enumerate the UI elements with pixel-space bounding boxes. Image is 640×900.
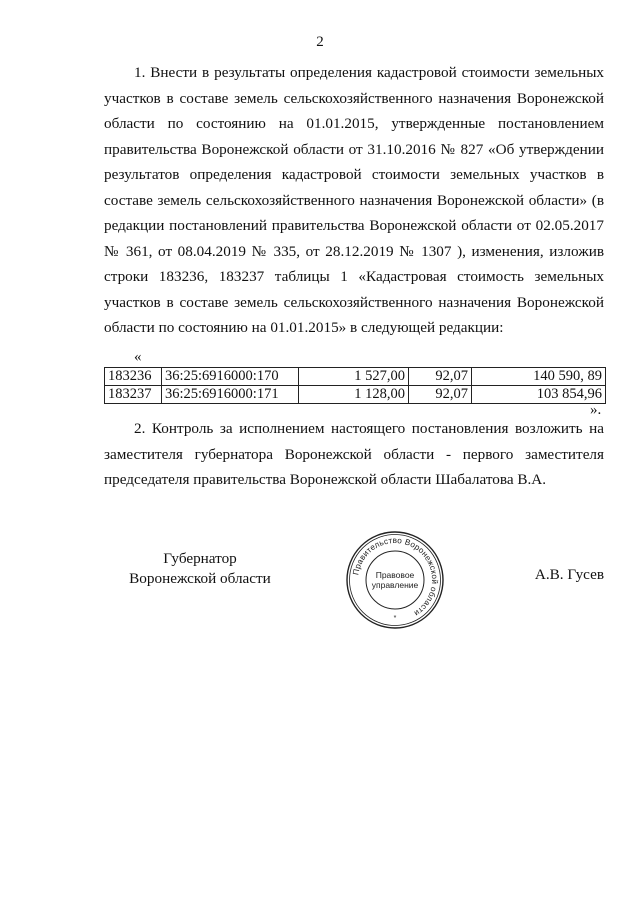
table-close-quote: ». [590, 402, 602, 418]
cell-area: 1 128,00 [299, 386, 409, 404]
stamp-inner-line-2: управление [371, 580, 419, 590]
stamp-outer-text: Правительство Воронежской области [351, 535, 440, 618]
official-stamp [345, 530, 445, 630]
table-row [105, 386, 606, 404]
cell-cadastral-number: 36:25:6916000:170 [162, 368, 299, 386]
cell-cadastral-number: 36:25:6916000:171 [162, 386, 299, 404]
cell-specific-value: 92,07 [409, 386, 472, 404]
cell-cadastral-value: 140 590, 89 [472, 368, 606, 386]
table-open-quote: « [134, 349, 142, 365]
stamp-star-icon: * [393, 615, 397, 622]
paragraph-2: 2. Контроль за исполнением настоящего постановления возложить на заместителя губернатора Воронежской области - первого заместителя председателя правительства Воронежской области Шабалатова В.А. [104, 420, 604, 488]
signatory-title-line-1: Губернатор [163, 550, 237, 567]
table-row [105, 368, 606, 386]
cell-row-number: 183237 [105, 386, 162, 404]
cell-specific-value: 92,07 [409, 368, 472, 386]
stamp-inner-line-1: Правовое [375, 570, 415, 580]
cell-cadastral-value: 103 854,96 [472, 386, 606, 404]
cell-area: 1 527,00 [299, 368, 409, 386]
signatory-name: А.В. Гусев [534, 566, 604, 583]
cadastral-value-table [104, 367, 606, 404]
paragraph-1: 1. Внести в результаты определения кадастровой стоимости земельных участков в составе земель сельскохозяйственного назначения Воронежской области по состоянию на 01.01.2015, утвержденные постановлением правительства Воронежской области от 31.10.2016 № 827 «Об утверждении результатов определения кадастровой стоимости земельных участков в составе земель сельскохозяйственного назначения Воронежской области» (в редакции постановлений правительства Воронежской области от 02.05.2017 № 361, от 08.04.2019 № 335, от 28.12.2019 № 1307 ), изменения, изложив строки 183236, 183237 таблицы 1 «Кадастровая стоимость земельных участков в составе земель сельскохозяйственного назначения Воронежской области по состоянию на 01.01.2015» в следующей редакции: [104, 64, 604, 336]
signatory-title [110, 549, 290, 589]
cell-row-number: 183236 [105, 368, 162, 386]
signatory-title-line-2: Воронежской области [129, 570, 271, 587]
page-number: 2 [316, 34, 324, 50]
